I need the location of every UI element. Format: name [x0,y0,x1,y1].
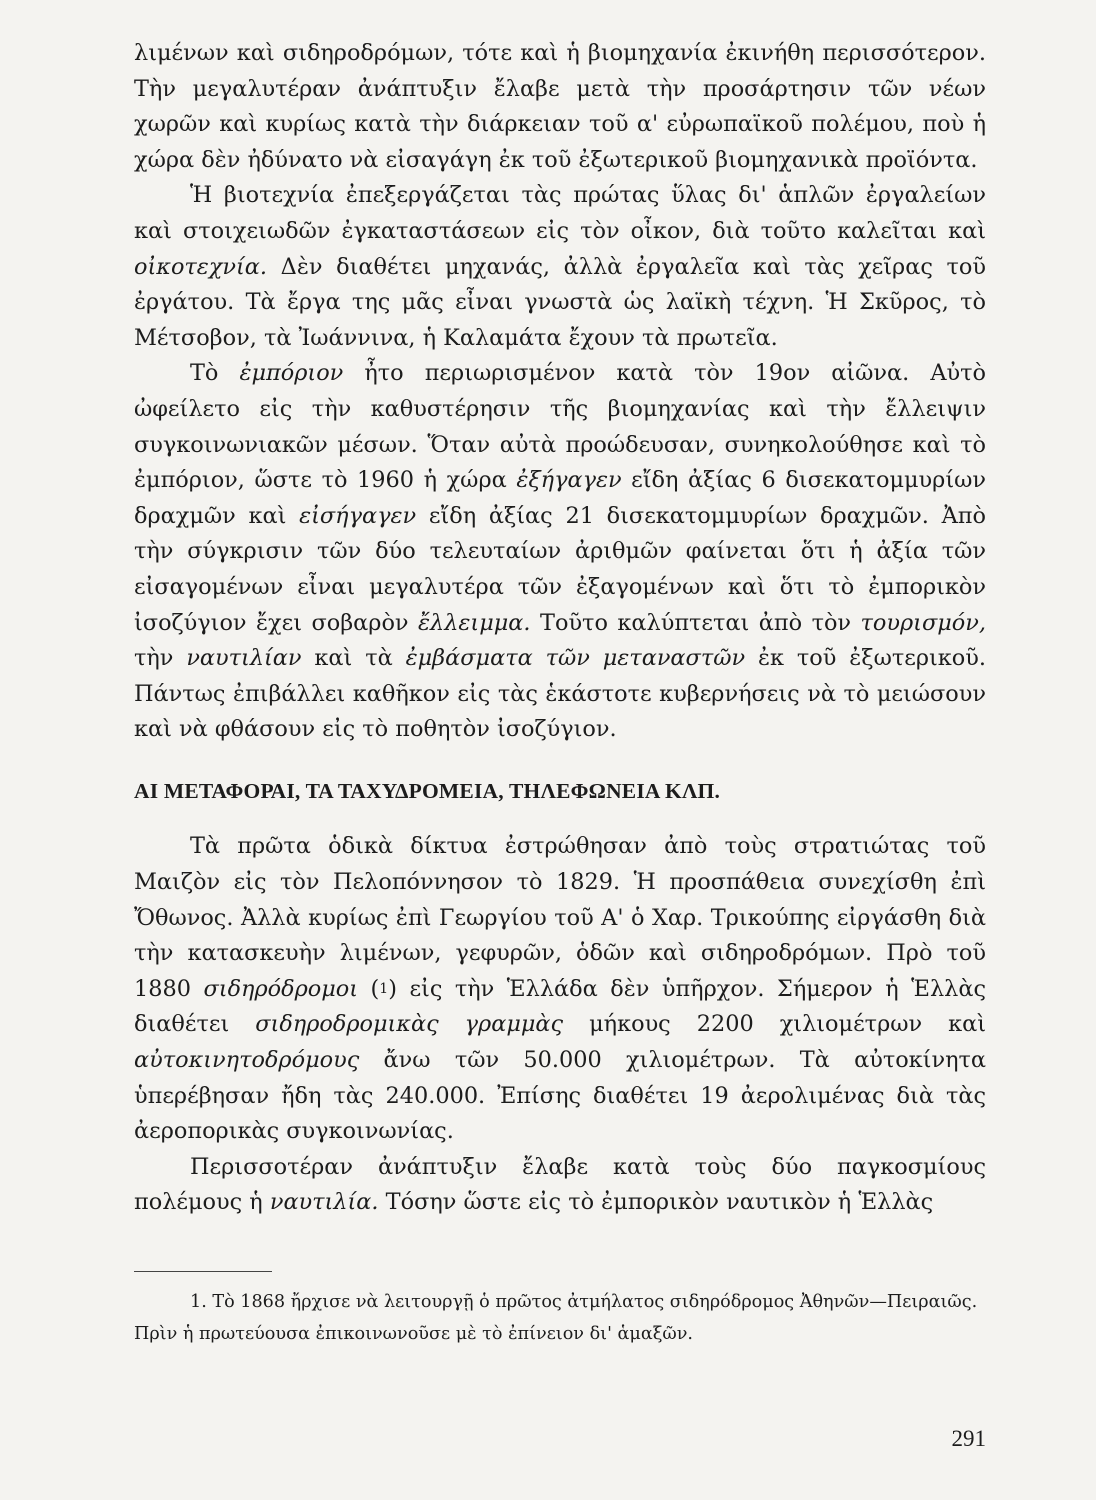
page-number: 291 [951,1426,986,1451]
footnote-divider [134,1271,272,1272]
text-run: Τὰ πρῶτα ὁδικὰ δίκτυα ἐστρώθησαν ἀπὸ τοὺς στρατιώτας τοῦ Μαιζὸν εἰς τὸν Πελοπόννησον τὸ 1829. Ἡ προσπάθεια συνεχίσθη ἐπὶ Ὄθωνος. Ἀλλὰ κυρίως ἐπὶ Γεωργίου τοῦ Α' ὁ Χαρ. Τρικούπης εἰργάσθη διὰ τὴν κατασκευὴν λιμένων, γεφυρῶν, ὁδῶν καὶ σιδηροδρόμων. Πρὸ τοῦ 1880 [134,833,986,1002]
paragraph-crafts [134,178,986,356]
italic-term: αὐτοκινητοδρόμους [134,1047,360,1074]
text-run: ( [358,975,380,1002]
body-text [134,36,986,1221]
italic-term: ἐμπόριον [239,360,344,387]
text-run: ἄνω τῶν 50.000 χιλιομέτρων. Τὰ αὐτοκίνητα ὑπερέβησαν ἤδη τὰς 240.000. Ἐπίσης διαθέτει 19 ἀερολιμένας διὰ τὰς ἀεροπορικὰς συγκοινωνίας. [134,1047,986,1145]
italic-term: ἔλλειμμα. [418,609,531,636]
paragraph-shipping [134,1150,986,1221]
text-run: ἐκ τοῦ ἐξωτερικοῦ. Πάντως ἐπιβάλλει καθῆκον εἰς τὰς ἑκάστοτε κυβερνήσεις νὰ τὸ μειώσουν καὶ νὰ φθάσουν εἰς τὸ ποθητὸν ἰσοζύγιον. [134,645,986,743]
italic-term: σιδηρόδρομοι [203,975,359,1002]
paragraph-industry: λιμένων καὶ σιδηροδρόμων, τότε καὶ ἡ βιομηχανία ἐκινήθη περισσότερον. Τὴν μεγαλυτέραν ἀνάπτυξιν ἔλαβε μετὰ τὴν προσάρτησιν τῶν νέων χωρῶν καὶ κυρίως κατὰ τὴν διάρκειαν τοῦ α' εὐρωπαϊκοῦ πολέμου, ποὺ ἡ χώρα δὲν ἠδύνατο νὰ εἰσαγάγη ἐκ τοῦ ἐξωτερικοῦ βιομηχανικὰ προϊόντα. [134,40,986,173]
italic-term: τουρισμόν, [860,609,986,636]
footnote [134,1286,986,1350]
italic-term: ναυτιλίαν [186,645,302,672]
text-run: τὴν [134,645,187,672]
paragraph-commerce [134,356,986,748]
footnote-text: 1. Τὸ 1868 ἤρχισε νὰ λειτουργῇ ὁ πρῶτος ἀτμήλατος σιδηρόδρομος Ἀθηνῶν—Πειραιῶς. Πρὶν ἡ πρωτεύουσα ἐπικοινωνοῦσε μὲ τὸ ἐπίνειον δι' ἁμαξῶν. [134,1292,978,1344]
italic-term: ναυτιλία. [269,1189,379,1216]
italic-term: ἐμβάσματα τῶν μεταναστῶν [405,645,746,672]
italic-term: οἰκοτεχνία. [134,253,268,280]
section-heading: ΑΙ ΜΕΤΑΦΟΡΑΙ, ΤΑ ΤΑΧΥΔΡΟΜΕΙΑ, ΤΗΛΕΦΩΝΕΙΑ ΚΛΠ. [134,778,721,803]
text-run: Περισσοτέραν ἀνάπτυξιν ἔλαβε κατὰ τοὺς δύο παγκοσμίους πολέμους ἡ [134,1153,986,1216]
text-run: Δὲν διαθέτει μηχανάς, ἀλλὰ ἐργαλεῖα καὶ τὰς χεῖρας τοῦ ἐργάτου. Τὰ ἔργα της μᾶς εἶναι γνωστὰ ὡς λαϊκὴ τέχνη. Ἡ Σκῦρος, τὸ Μέτσοβον, τὰ Ἰωάννινα, ἡ Καλαμάτα ἔχουν τὰ πρωτεῖα. [134,253,986,351]
text-run: εἴδη ἀξίας 6 δισεκατομμυρίων δραχμῶν καὶ [134,467,986,529]
text-run: Τοῦτο καλύπτεται ἀπὸ τὸν [530,609,861,636]
italic-term: σιδηροδρομικὰς γραμμὰς [255,1011,564,1038]
italic-term: ἐξήγαγεν [516,467,622,494]
text-run: ) εἰς τὴν Ἑλλάδα δὲν ὑπῆρχον. Σήμερον ἡ Ἑλλὰς διαθέτει [134,975,987,1038]
text-run: εἴδη ἀξίας 21 δισεκατομμυρίων δραχμῶν. Ἀπὸ τὴν σύγκρισιν τῶν δύο τελευταίων ἀριθμῶν φαίνεται ὅτι ἡ ἀξία τῶν εἰσαγομένων εἶναι μεγαλυτέρα τῶν ἐξαγομένων καὶ ὅτι τὸ ἐμπορικὸν ἰσοζύγιον ἔχει σοβαρὸν [134,502,986,636]
text-run: καὶ τὰ [301,645,406,672]
text-run: μήκους 2200 χιλιομέτρων καὶ [563,1011,987,1038]
text-run: Τὸ [190,360,240,387]
text-run: Ἡ βιοτεχνία ἐπεξεργάζεται τὰς πρώτας ὕλας δι' ἁπλῶν ἐργαλείων καὶ στοιχειωδῶν ἐγκαταστάσεων εἰς τὸν οἶκον, διὰ τοῦτο καλεῖται καὶ [134,182,986,244]
italic-term: εἰσήγαγεν [299,502,417,529]
paragraph-transport [134,829,986,1149]
text-run: Τόσην ὥστε εἰς τὸ ἐμπορικὸν ναυτικὸν ἡ Ἑλλὰς [378,1189,934,1216]
text-run: ἦτο περιωρισμένον κατὰ τὸν 19ον αἰῶνα. Αὐτὸ ὠφείλετο εἰς τὴν καθυστέρησιν τῆς βιομηχανίας καὶ τὴν ἔλλειψιν συγκοινωνιακῶν μέσων. Ὅταν αὐτὰ προώδευσαν, συνηκολούθησε καὶ τὸ ἐμπόριον, ὥστε τὸ 1960 ἡ χώρα [134,360,986,494]
footnote-marker[interactable]: 1 [379,980,389,997]
